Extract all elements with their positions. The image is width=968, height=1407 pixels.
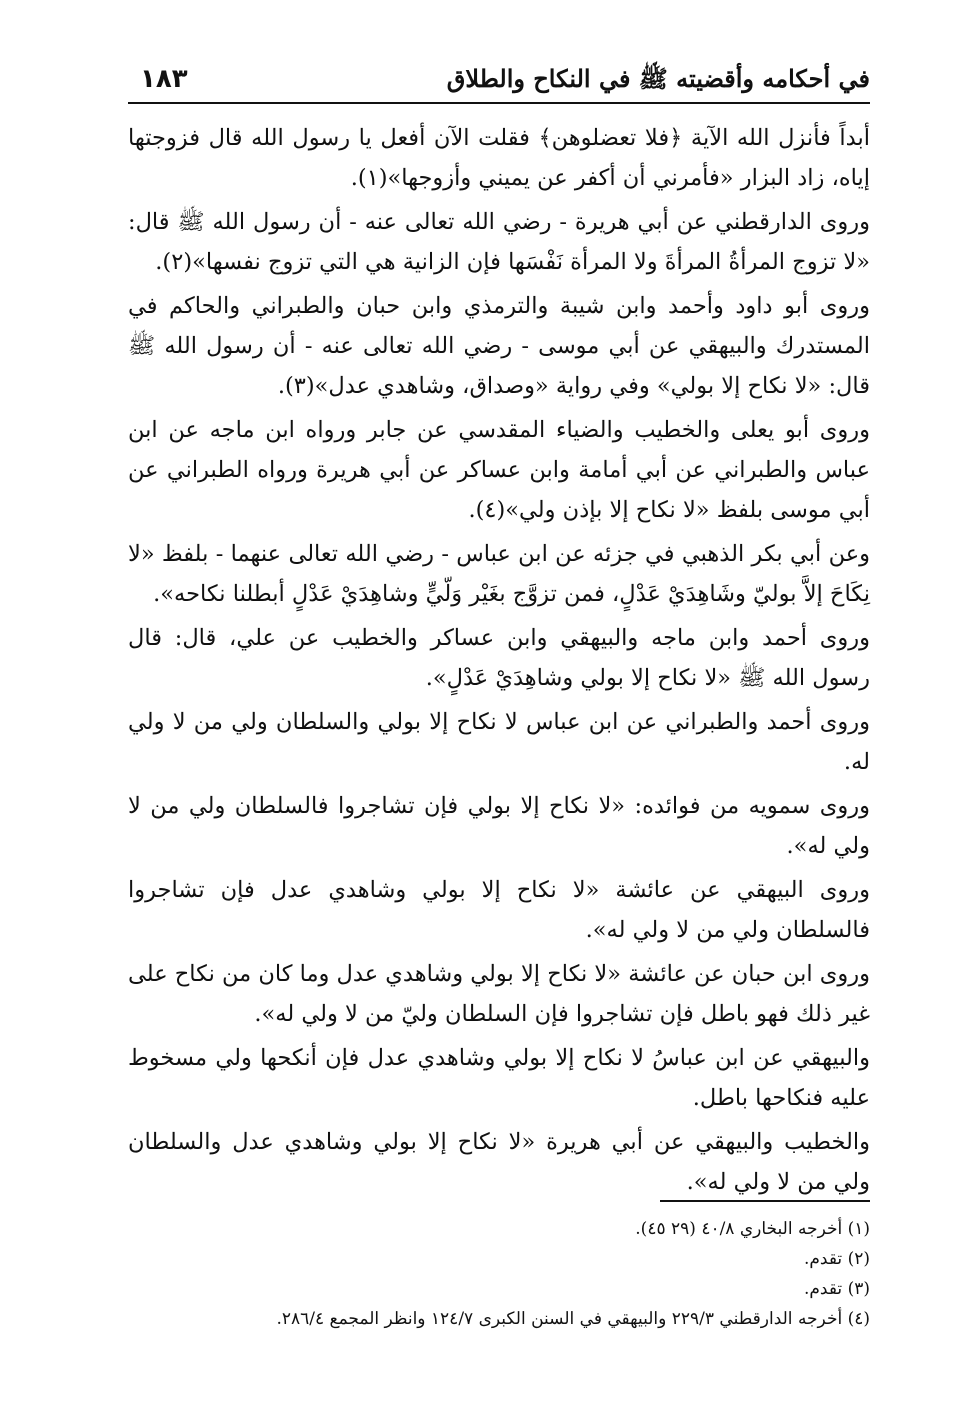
- paragraph: وروى أحمد وابن ماجه والبيهقي وابن عساكر والخطيب عن علي، قال: قال رسول الله ﷺ «لا نكاح إلا بولي وشاهِدَيْ عَدْلٍ».: [128, 625, 870, 691]
- paragraph: والخطيب والبيهقي عن أبي هريرة «لا نكاح إلا بولي وشاهدي عدل والسلطان ولي من لا ولي له».: [128, 1129, 870, 1195]
- paragraph: والبيهقي عن ابن عباسُ لا نكاح إلا بولي وشاهدي عدل فإن أنكحها ولي مسخوط عليه فنكاحها باطل.: [128, 1045, 870, 1111]
- footnote: (٤) أخرجه الدارقطني ٢٢٩/٣ والبيهقي في السنن الكبرى ١٢٤/٧ وانظر المجمع ٢٨٦/٤.: [276, 1309, 870, 1329]
- paragraph: وعن أبي بكر الذهبي في جزئه عن ابن عباس - رضي الله تعالى عنهما - بلفظ «لا نِكَاحَ إلاَّ بوليّ وشَاهِدَيْ عَدْلٍ، فمن تزوَّج بغَيْر وَلّيٍّ وشاهِدَيْ عَدْلٍ أبطلنا نكاحه».: [128, 541, 870, 607]
- paragraph: وروى أبو داود وأحمد وابن شيبة والترمذي وابن حبان والطبراني والحاكم في المستدرك والبيهقي عن أبي موسى - رضي الله تعالى عنه - أن رسول الله ﷺ قال: «لا نكاح إلا بولي» وفي رواية «وصداق، وشاهدي عدل»(٣).: [128, 293, 870, 399]
- footnote-divider: [660, 1200, 870, 1202]
- paragraph: وروى أبو يعلى والخطيب والضياء المقدسي عن جابر ورواه ابن ماجه عن ابن عباس والطبراني عن أبي أمامة وابن عساكر عن أبي هريرة ورواه الطبراني عن أبي موسى بلفظ «لا نكاح إلا بإذن ولي»(٤).: [128, 417, 870, 523]
- footnotes: [128, 1214, 870, 1334]
- paragraph: وروى الدارقطني عن أبي هريرة - رضي الله تعالى عنه - أن رسول الله ﷺ قال: «لا تزوج المرأةُ المرأةَ ولا المرأة نَفْسَها فإن الزانية هي التي تزوج نفسها»(٢).: [128, 209, 870, 275]
- paragraph: وروى ابن حبان عن عائشة «لا نكاح إلا بولي وشاهدي عدل وما كان من نكاح على غير ذلك فهو باطل فإن تشاجروا فإن السلطان وليّ من لا ولي له».: [128, 961, 870, 1027]
- footnote: (٢) تقدم.: [803, 1249, 870, 1269]
- footnote: (٣) تقدم.: [803, 1279, 870, 1299]
- paragraph: أبداً فأنزل الله الآية ﴿فلا تعضلوهن﴾ فقلت الآن أفعل يا رسول الله قال فزوجتها إياه، زاد البزار «فأمرني أن أكفر عن يميني وأزوجها»(١).: [128, 125, 870, 191]
- footnote: (١) أخرجه البخاري ٤٠/٨ (٢٩ ٤٥).: [635, 1219, 870, 1239]
- main-text: [128, 118, 870, 1206]
- paragraph: وروى سمويه من فوائده: «لا نكاح إلا بولي فإن تشاجروا فالسلطان ولي من لا ولي له».: [128, 793, 870, 859]
- paragraph: وروى أحمد والطبراني عن ابن عباس لا نكاح إلا بولي والسلطان ولي من لا ولي له.: [128, 709, 870, 775]
- running-title: في أحكامه وأقضيته ﷺ في النكاح والطلاق: [446, 64, 870, 93]
- paragraph: وروى البيهقي عن عائشة «لا نكاح إلا بولي وشاهدي عدل فإن تشاجروا فالسلطان ولي من لا ولي له».: [128, 877, 870, 943]
- page-header: [128, 62, 870, 104]
- page-number: ١٨٣: [140, 64, 188, 94]
